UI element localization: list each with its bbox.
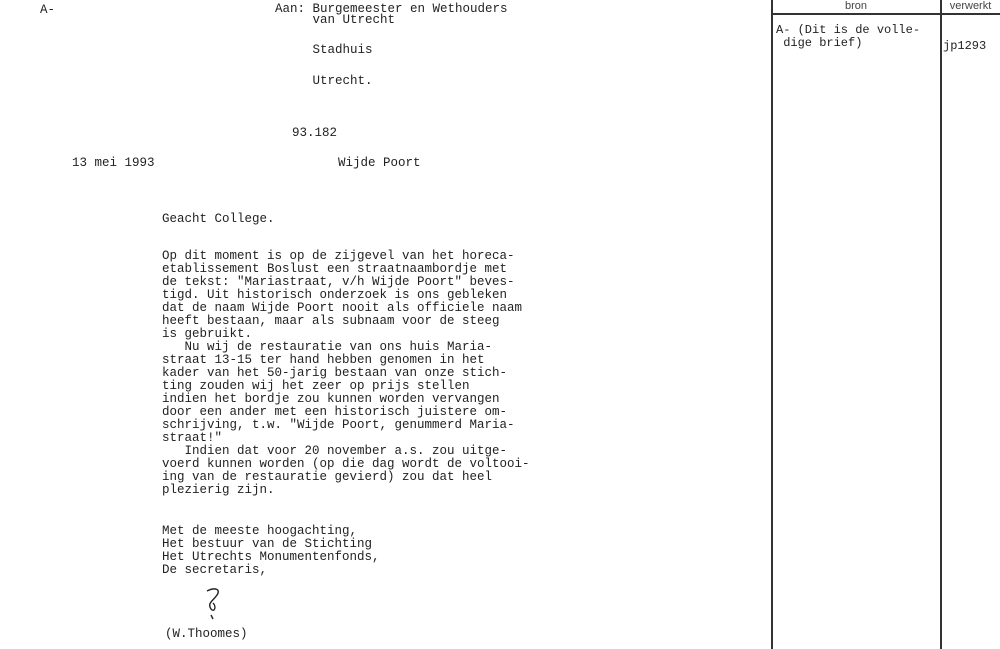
body-line: de tekst: "Mariastraat, v/h Wijde Poort" beves- bbox=[162, 275, 515, 289]
body-line: Op dit moment is op de zijgevel van het horeca- bbox=[162, 249, 515, 263]
body-line: is gebruikt. bbox=[162, 327, 253, 341]
body-line: straat 13-15 ter hand hebben genomen in het bbox=[162, 353, 485, 367]
bron-text: A- (Dit is de volle- dige brief) bbox=[776, 23, 921, 50]
signatory-name: (W.Thoomes) bbox=[165, 627, 248, 641]
address-line: Aan: Burgemeester en Wethouders bbox=[275, 2, 508, 16]
body-line: heeft bestaan, maar als subnaam voor de steeg bbox=[162, 314, 500, 328]
body-line: Nu wij de restauratie van ons huis Maria- bbox=[162, 340, 493, 354]
body-line: voerd kunnen worden (op die dag wordt de voltooi- bbox=[162, 457, 530, 471]
body-line: door een ander met een historisch juistere om- bbox=[162, 405, 508, 419]
salutation: Geacht College. bbox=[162, 212, 275, 226]
body-line: indien het bordje zou kunnen worden vervangen bbox=[162, 392, 500, 406]
letter-date: 13 mei 1993 bbox=[72, 156, 155, 170]
letter-subject: Wijde Poort bbox=[338, 156, 421, 170]
body-line: ing van de restauratie gevierd) zou dat heel bbox=[162, 470, 493, 484]
closing-line: De secretaris, bbox=[162, 563, 268, 577]
closing-line: Het bestuur van de Stichting bbox=[162, 537, 373, 551]
verwerkt-text: jp1293 bbox=[943, 39, 987, 53]
body-line: ting zouden wij het zeer op prijs stellen bbox=[162, 379, 470, 393]
column-header-verwerkt: verwerkt bbox=[949, 0, 992, 12]
column-header-bron: bron bbox=[844, 0, 868, 12]
address-line: Stadhuis bbox=[275, 43, 373, 57]
body-line: kader van het 50-jarig bestaan van onze stich- bbox=[162, 366, 508, 380]
address-line: van Utrecht bbox=[275, 13, 396, 27]
body-line: dat de naam Wijde Poort nooit als officiele naam bbox=[162, 301, 523, 315]
body-line: schrijving, t.w. "Wijde Poort, genummerd Maria- bbox=[162, 418, 515, 432]
body-line: tigd. Uit historisch onderzoek is ons gebleken bbox=[162, 288, 508, 302]
body-line: etablissement Boslust een straatnaambordje met bbox=[162, 262, 508, 276]
address-line: Utrecht. bbox=[275, 74, 373, 88]
body-line: straat!" bbox=[162, 431, 223, 445]
recipient-address bbox=[275, 2, 508, 88]
closing-line: Het Utrechts Monumentenfonds, bbox=[162, 550, 380, 564]
body-line: plezierig zijn. bbox=[162, 483, 275, 497]
closing-line: Met de meeste hoogachting, bbox=[162, 524, 358, 538]
signature bbox=[195, 585, 235, 625]
letter-body bbox=[162, 250, 530, 497]
closing bbox=[162, 525, 380, 577]
body-line: Indien dat voor 20 november a.s. zou uitge- bbox=[162, 444, 508, 458]
reference-number: 93.182 bbox=[292, 126, 338, 140]
letter-mark: A- bbox=[40, 3, 56, 17]
